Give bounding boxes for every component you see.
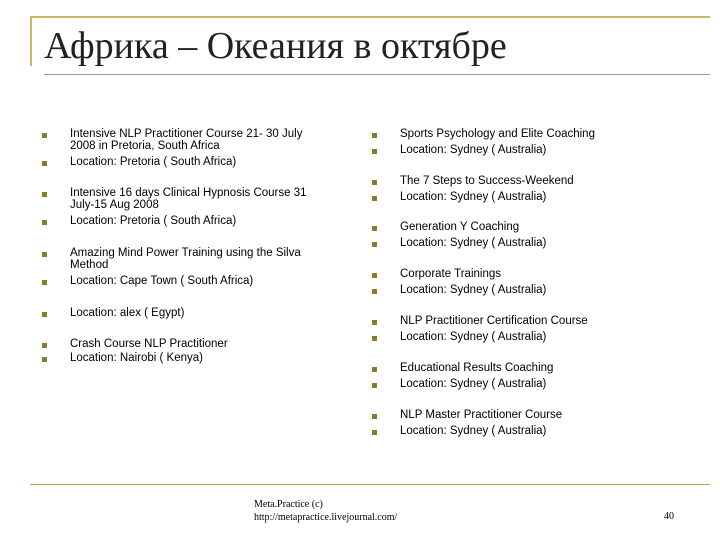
list-item-text: NLP Practitioner Certification Course: [400, 315, 588, 327]
list-item-text: 2008 in Pretoria, South Africa: [70, 139, 220, 152]
left-list-item: [70, 276, 253, 288]
frame-left-border: [30, 16, 32, 66]
list-item-text: Educational Results Coaching: [400, 362, 554, 374]
right-list-item: [400, 332, 546, 344]
right-list-item: [400, 269, 501, 281]
list-item-text: Intensive 16 days Clinical Hypnosis Course 31: [70, 187, 307, 199]
bullet-marker: [372, 196, 377, 201]
bullet-marker: [372, 414, 377, 419]
bullet-marker: [42, 280, 47, 285]
bullet-marker: [42, 161, 47, 166]
right-list-item: [400, 379, 546, 391]
bullet-marker: [42, 343, 47, 348]
list-item-text: Location: Cape Town ( South Africa): [70, 275, 254, 287]
bullet-marker: [372, 133, 377, 138]
footer-divider: [30, 484, 710, 485]
footer-copyright: Meta.Practice (c): [254, 499, 323, 510]
list-item-text: Location: Sydney ( Australia): [400, 237, 547, 249]
bullet-marker: [372, 273, 377, 278]
list-item-text: Location: Sydney ( Australia): [400, 378, 547, 390]
list-item-text: Location: Pretoria ( South Africa): [70, 215, 237, 227]
bullet-marker: [372, 320, 377, 325]
footer-url: http://metapractice.livejournal.com/: [254, 512, 398, 523]
left-list-item: [70, 248, 301, 271]
bullet-marker: [42, 312, 47, 317]
right-list-item: [400, 426, 546, 438]
frame-top-border: [30, 16, 710, 18]
bullet-marker: [42, 192, 47, 197]
left-list-item: [70, 188, 307, 211]
bullet-marker: [42, 252, 47, 257]
bullet-marker: [372, 336, 377, 341]
list-item-text: The 7 Steps to Success-Weekend: [400, 175, 574, 187]
bullet-marker: [42, 220, 47, 225]
list-item-text: Amazing Mind Power Training using the Silva: [70, 247, 301, 259]
list-item-text: Generation Y Coaching: [400, 221, 520, 233]
bullet-marker: [372, 242, 377, 247]
left-list-item: [70, 129, 302, 152]
right-list-item: [400, 192, 546, 204]
list-item-text: Location: Sydney ( Australia): [400, 191, 547, 203]
left-list-item: [70, 216, 236, 228]
right-list-item: [400, 176, 574, 188]
bullet-marker: [372, 289, 377, 294]
slide-title: Африка – Океания в октябре: [44, 25, 507, 67]
right-list-item: [400, 222, 519, 234]
footer-credit: [254, 498, 397, 524]
list-item-text: Crash Course NLP Practitioner: [70, 338, 228, 350]
right-list-item: [400, 145, 546, 157]
right-list-item: [400, 316, 588, 328]
bullet-marker: [372, 430, 377, 435]
right-list-item: [400, 410, 562, 422]
title-divider: [44, 74, 710, 75]
right-list-item: [400, 285, 546, 297]
list-item-text: Sports Psychology and Elite Coaching: [400, 128, 595, 140]
page-number: 40: [664, 511, 674, 522]
list-item-text: NLP Master Practitioner Course: [400, 409, 563, 421]
list-item-text: Location: alex ( Egypt): [70, 307, 185, 319]
bullet-marker: [372, 226, 377, 231]
list-item-text: Location: Sydney ( Australia): [400, 425, 547, 437]
right-list-item: [400, 363, 553, 375]
bullet-marker: [372, 149, 377, 154]
bullet-marker: [372, 383, 377, 388]
left-list-item: [70, 157, 236, 169]
bullet-marker: [42, 357, 47, 362]
list-item-text: Location: Sydney ( Australia): [400, 284, 547, 296]
right-list-item: [400, 129, 595, 141]
list-item-text: Location: Sydney ( Australia): [400, 144, 547, 156]
list-item-text: Intensive NLP Practitioner Course 21- 30 July: [70, 128, 303, 140]
list-item-text: July-15 Aug 2008: [70, 198, 159, 211]
left-list-item: [70, 339, 228, 351]
bullet-marker: [42, 133, 47, 138]
list-item-text: Location: Sydney ( Australia): [400, 331, 547, 343]
list-item-text: Corporate Trainings: [400, 268, 501, 280]
left-list-item: [70, 353, 203, 365]
bullet-marker: [372, 367, 377, 372]
list-item-text: Method: [70, 258, 109, 271]
list-item-text: Location: Pretoria ( South Africa): [70, 156, 237, 168]
left-list-item: [70, 308, 184, 320]
bullet-marker: [372, 180, 377, 185]
list-item-text: Location: Nairobi ( Kenya): [70, 352, 203, 364]
right-list-item: [400, 238, 546, 250]
